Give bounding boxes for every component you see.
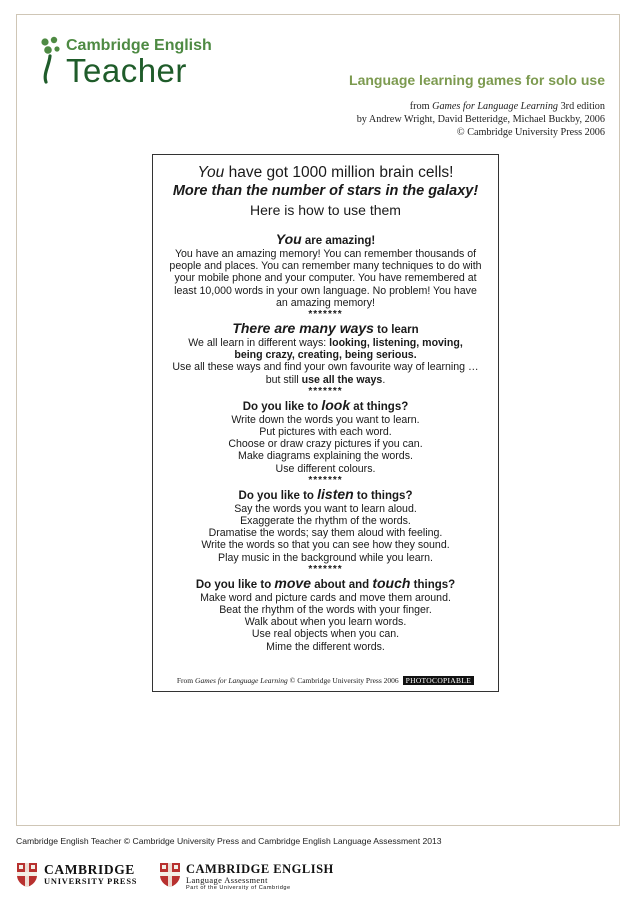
many-ways-line4-post: . [382,373,386,386]
many-ways-line4-bold: use all the ways [301,373,383,386]
cea-logo-sub2: Part of the University of Cambridge [186,885,291,891]
citation [357,100,605,139]
cambridge-university-press-logo [44,862,137,886]
many-ways-line1-pre: We all learn in different ways: [188,337,330,350]
listen-head-post: to things? [353,489,413,502]
headline-rest: have got 1000 million brain cells! [224,164,454,181]
worksheet-footer-book: Games for Language Learning [195,676,288,685]
divider-stars: ******* [308,474,343,486]
list-item: Say the words you want to learn aloud. [234,502,417,515]
listen-head-pre: Do you like to [238,489,318,502]
section-listen-heading [153,487,498,503]
cea-logo-sub: Language Assessment [186,876,268,885]
section-amazing-body: You have an amazing memory! You can remember thousands of people and places. You can remember many techniques to do with your mobile phone and your computer. You have remembered at least 10,000 words in your own language. No problem! You have an amazing memory! [169,248,482,309]
worksheet-footer [153,676,498,685]
list-item: Play music in the background while you learn. [218,551,433,564]
list-item: Put pictures with each word. [259,426,392,439]
look-head-pre: Do you like to [242,400,322,413]
logo-brand-bottom: Teacher [66,52,187,89]
list-item: Make diagrams explaining the words. [238,450,413,463]
cambridge-english-teacher-logo [40,36,240,92]
section-many-ways-big: There are many ways [232,320,374,337]
list-item: Make word and picture cards and move them around. [200,591,451,604]
many-ways-line1-bold: looking, listening, moving, [329,337,463,350]
worksheet-footer-suffix: © Cambridge University Press 2006 [287,676,399,685]
citation-copyright: © Cambridge University Press 2006 [456,127,605,138]
section-many-ways-heading [153,321,498,337]
cambridge-english-assessment-logo [186,862,334,891]
move-head-big: move [274,574,311,591]
list-item: Beat the rhythm of the words with your finger. [219,604,432,617]
headline-how-to: Here is how to use them [250,202,401,218]
list-item: Walk about when you learn words. [244,616,407,629]
list-item: Exaggerate the rhythm of the words. [240,515,411,528]
section-amazing-heading [153,232,498,248]
logo-brand-top: Cambridge English [66,37,212,54]
section-move-heading [153,576,498,592]
section-look-heading [153,398,498,414]
many-ways-line4-pre: but still [265,373,302,386]
move-head-post: things? [410,578,456,591]
citation-line1 [357,100,605,113]
headline-galaxy: More than the number of stars in the galaxy! [172,183,479,199]
cambridge-english-crest-icon [159,862,181,888]
citation-book-title: Games for Language Learning [432,101,559,112]
cup-logo-sub: UNIVERSITY PRESS [44,877,138,886]
section-many-ways-line1 [153,337,498,349]
document-title: Language learning games for solo use [349,72,605,88]
divider-stars: ******* [308,563,343,575]
list-item: Dramatise the words; say them aloud with feeling. [208,527,443,540]
photocopiable-badge: PHOTOCOPIABLE [403,676,474,685]
section-many-ways-line3: Use all these ways and find your own favourite way of learning … [172,361,479,374]
cea-logo-main: CAMBRIDGE ENGLISH [186,862,334,876]
list-item: Write down the words you want to learn. [231,413,420,426]
cambridge-crest-icon [16,862,38,888]
citation-prefix: from [409,101,433,112]
citation-edition: 3rd edition [558,101,605,112]
worksheet-content [153,232,498,653]
section-amazing-big: You [275,231,302,247]
many-ways-line2-bold: being crazy, creating, being serious. [234,349,417,362]
look-head-post: at things? [350,400,409,413]
divider-stars: ******* [308,309,343,321]
headline-brain-cells [153,164,498,182]
list-item: Mime the different words. [266,640,385,653]
section-many-ways-line4 [153,374,498,386]
logo-tree-icon [40,36,66,86]
section-amazing-rest: are amazing! [301,235,376,247]
worksheet-footer-prefix: From [176,676,196,685]
citation-authors: by Andrew Wright, David Betteridge, Michael Buckby, 2006 [356,114,605,125]
worksheet-box [152,154,499,692]
listen-head-big: listen [317,485,354,502]
cup-logo-main: CAMBRIDGE [44,862,135,877]
move-head-big2: touch [372,574,411,591]
section-many-ways-rest: to learn [373,324,419,337]
divider-stars: ******* [308,385,343,397]
move-head-mid: about and [311,578,373,591]
section-many-ways-line2 [153,349,498,361]
move-head-pre: Do you like to [195,578,275,591]
look-head-big: look [321,396,351,413]
list-item: Write the words so that you can see how they sound. [201,539,450,552]
page-copyright: Cambridge English Teacher © Cambridge University Press and Cambridge English Language Assessment 2013 [16,836,442,846]
list-item: Use different colours. [275,462,376,475]
list-item: Choose or draw crazy pictures if you can. [228,438,423,451]
list-item: Use real objects when you can. [251,628,400,641]
headline-you: You [197,164,225,181]
